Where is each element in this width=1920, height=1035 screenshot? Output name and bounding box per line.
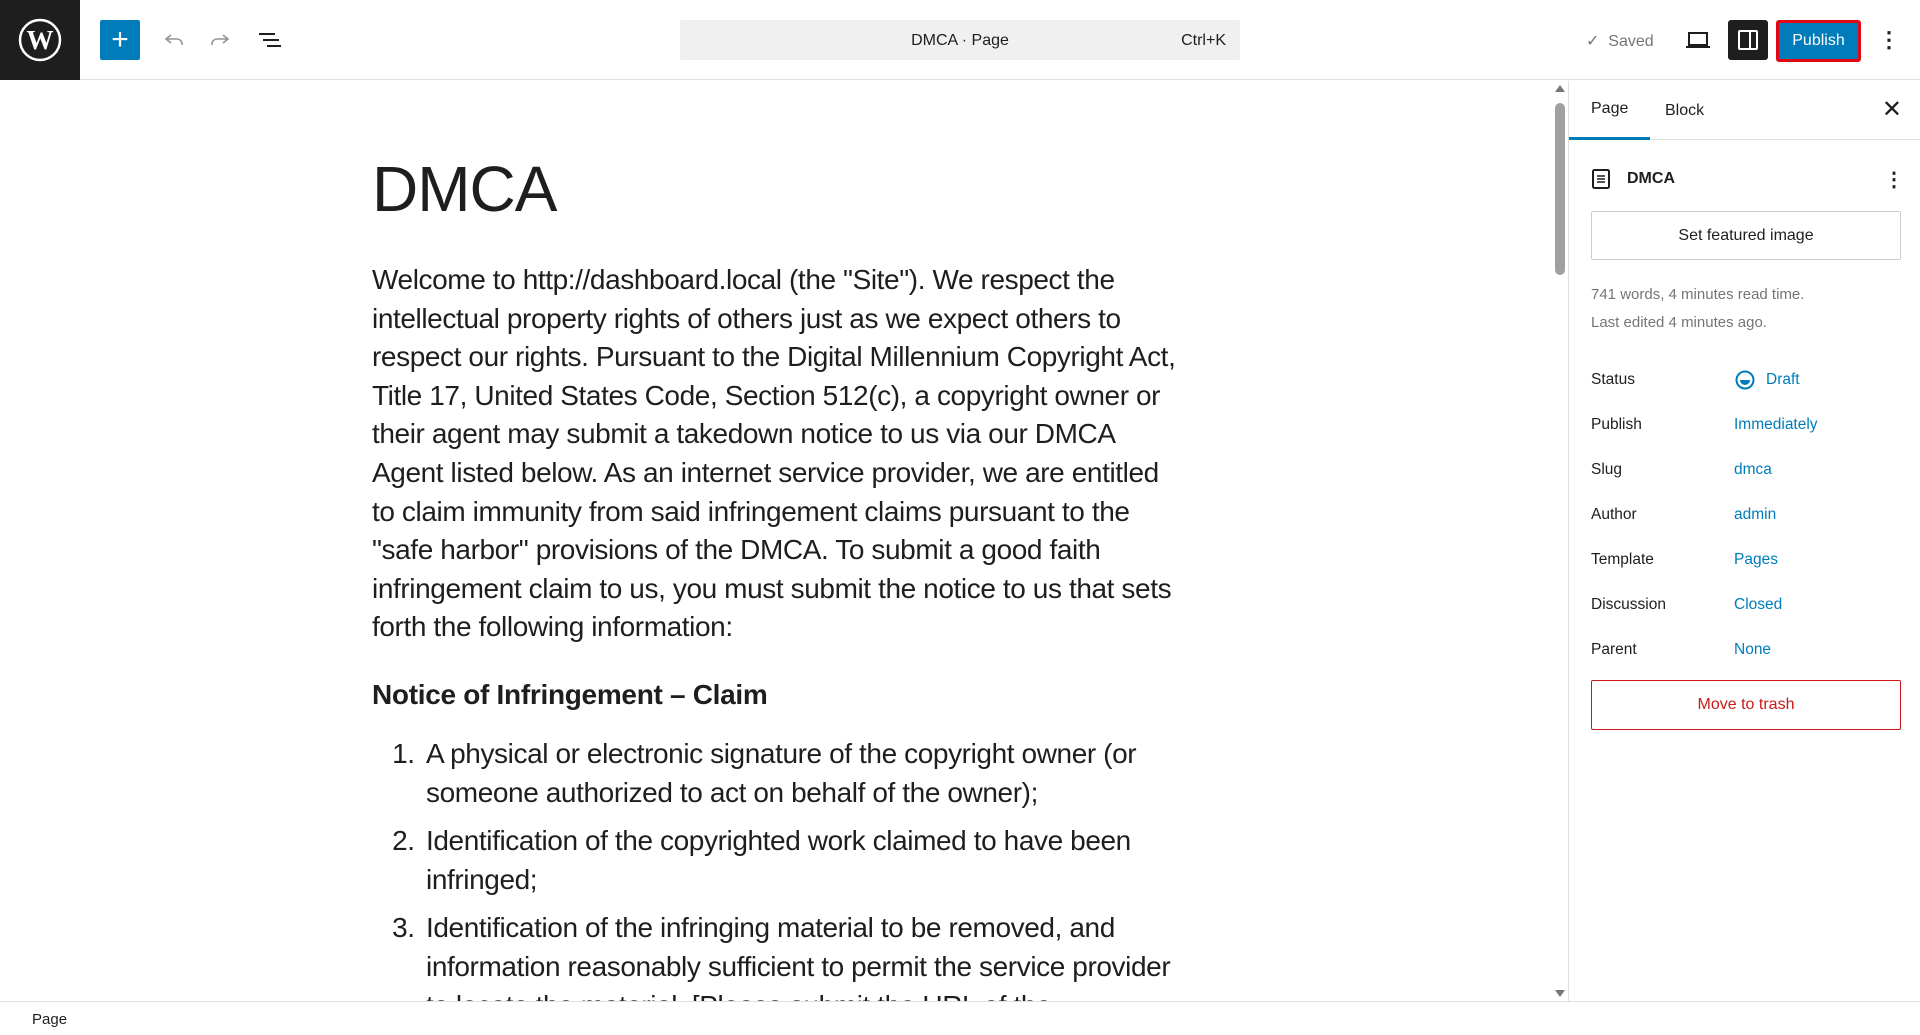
- discussion-row: [1591, 582, 1901, 627]
- template-row: [1591, 537, 1901, 582]
- slug-button[interactable]: dmca: [1734, 460, 1772, 478]
- check-icon: ✓: [1586, 33, 1600, 50]
- discussion-button[interactable]: Closed: [1734, 595, 1783, 613]
- post-settings-rows: [1591, 357, 1901, 672]
- author-label: Author: [1591, 505, 1637, 523]
- document-overview-button[interactable]: [252, 22, 288, 58]
- saved-label: Saved: [1608, 33, 1654, 50]
- tab-page[interactable]: Page: [1569, 81, 1650, 140]
- command-palette-button[interactable]: [680, 20, 1240, 60]
- page-icon: [1591, 168, 1611, 190]
- publish-button[interactable]: Publish: [1776, 20, 1861, 62]
- saved-indicator: [1586, 31, 1654, 51]
- list-block[interactable]: [372, 735, 1182, 1025]
- scrollbar-thumb[interactable]: [1555, 103, 1565, 275]
- add-block-button[interactable]: [100, 20, 140, 60]
- parent-button[interactable]: None: [1734, 640, 1772, 658]
- publish-date-button[interactable]: Immediately: [1734, 415, 1818, 433]
- publish-label: Publish: [1591, 415, 1642, 433]
- paragraph-block[interactable]: Welcome to http://dashboard.local (the "Site"). We respect the intellectual property rights of others just as we expect others to respect our rights. Pursuant to the Digital Millennium Copyright Act, Title 17, United States Code, Section 512(c), a copyright owner or their agent may submit a takedown notice to us via our DMCA Agent listed below. As an internet service provider, we are entitled to claim immunity from said infringement claims pursuant to the "safe harbor" provisions of the DMCA. To submit a good faith infringement claim to us, you must submit the notice to us that sets forth the following information:: [372, 264, 1176, 643]
- document-title: DMCA · Page: [911, 32, 1009, 49]
- set-featured-image-button[interactable]: Set featured image: [1591, 211, 1901, 260]
- scroll-down-icon[interactable]: [1555, 990, 1565, 997]
- post-title[interactable]: DMCA: [372, 153, 557, 225]
- preview-button[interactable]: [1680, 22, 1716, 58]
- author-button[interactable]: admin: [1734, 505, 1777, 523]
- parent-label: Parent: [1591, 640, 1637, 658]
- document-summary: [1591, 161, 1904, 197]
- slug-row: [1591, 447, 1901, 492]
- desktop-icon: [1685, 30, 1711, 50]
- redo-icon: [208, 28, 232, 52]
- settings-sidebar: [1568, 81, 1920, 1001]
- move-to-trash-button[interactable]: Move to trash: [1591, 680, 1901, 730]
- settings-toggle-button[interactable]: [1728, 20, 1768, 60]
- list-view-icon: [257, 28, 283, 52]
- wordpress-logo-button[interactable]: [0, 0, 80, 80]
- discussion-label: Discussion: [1591, 595, 1666, 613]
- plus-icon: +: [111, 23, 129, 56]
- options-menu-button[interactable]: [1874, 22, 1904, 58]
- word-count: 741 words, 4 minutes read time.: [1591, 286, 1805, 303]
- svg-text:W: W: [26, 25, 54, 55]
- breadcrumb-page[interactable]: Page: [32, 1011, 68, 1028]
- parent-row: [1591, 627, 1901, 672]
- wordpress-icon: [18, 18, 62, 62]
- template-label: Template: [1591, 550, 1654, 568]
- status-value-button[interactable]: [1734, 369, 1800, 391]
- more-vertical-icon[interactable]: ⋮: [1884, 168, 1904, 191]
- post-stats: [1591, 281, 1804, 337]
- editor-header: [0, 0, 1920, 80]
- sidebar-icon: [1737, 29, 1759, 51]
- redo-button[interactable]: [202, 22, 238, 58]
- heading-block[interactable]: Notice of Infringement – Claim: [372, 678, 768, 710]
- document-name: DMCA: [1627, 170, 1675, 187]
- list-item[interactable]: 1. A physical or electronic signature of the copyright owner (or someone authorized to act on behalf of the owner);: [422, 735, 1182, 812]
- sidebar-tabs: [1569, 81, 1920, 140]
- draft-icon: [1734, 369, 1756, 391]
- slug-label: Slug: [1591, 460, 1623, 478]
- undo-button[interactable]: [156, 22, 192, 58]
- undo-icon: [162, 28, 186, 52]
- shortcut-hint: Ctrl+K: [1181, 32, 1226, 49]
- last-edited: Last edited 4 minutes ago.: [1591, 314, 1767, 331]
- editor-canvas: [0, 81, 1568, 1001]
- editor-scrollbar[interactable]: [1553, 81, 1567, 1001]
- template-button[interactable]: Pages: [1734, 550, 1778, 568]
- block-breadcrumb-bar: [0, 1001, 1920, 1032]
- publish-row: [1591, 402, 1901, 447]
- tab-block[interactable]: Block: [1665, 101, 1705, 119]
- status-row: [1591, 357, 1901, 402]
- status-label: Status: [1591, 370, 1635, 388]
- list-item[interactable]: 2. Identification of the copyrighted work claimed to have been infringed;: [422, 822, 1182, 899]
- post-content: [372, 151, 1182, 1035]
- more-vertical-icon: ⋮: [1878, 27, 1900, 52]
- close-icon[interactable]: ✕: [1881, 96, 1902, 123]
- scroll-up-icon[interactable]: [1555, 85, 1565, 92]
- status-value: Draft: [1766, 370, 1800, 388]
- author-row: [1591, 492, 1901, 537]
- list-item[interactable]: 3. Identification of the infringing material to be removed, and information reasonably sufficient to permit the service provider: [422, 909, 1182, 1025]
